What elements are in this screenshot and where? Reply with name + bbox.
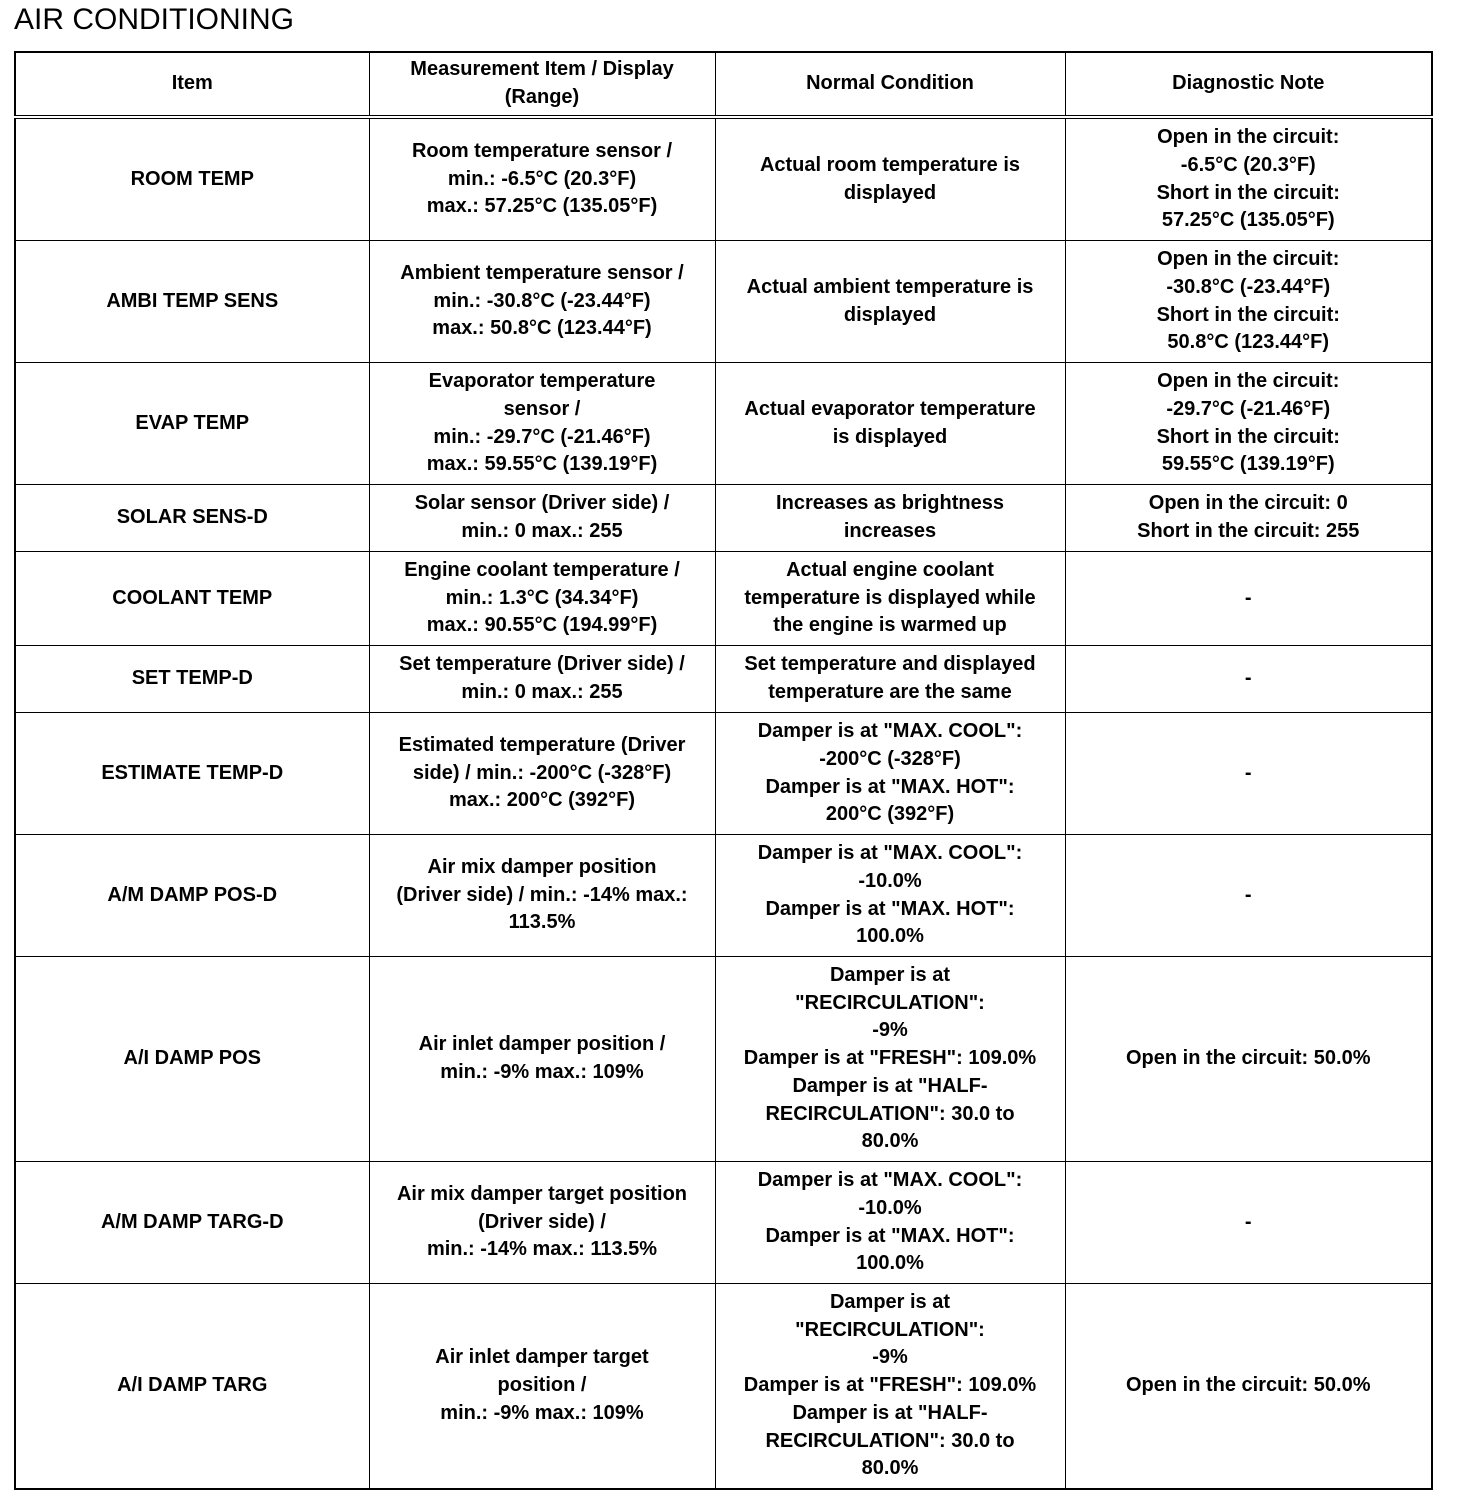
cell-item: ESTIMATE TEMP-D xyxy=(15,713,369,835)
table-row xyxy=(15,835,1432,957)
cell-item: EVAP TEMP xyxy=(15,363,369,485)
cell-normal-condition: Actual evaporator temperature is displayed xyxy=(715,363,1065,485)
header-row xyxy=(15,52,1432,117)
cell-item: SOLAR SENS-D xyxy=(15,485,369,552)
cell-item: A/M DAMP TARG-D xyxy=(15,1162,369,1284)
cell-diagnostic-note: - xyxy=(1065,552,1432,646)
diagnostic-data-table xyxy=(14,51,1433,1490)
table-body xyxy=(15,117,1432,1489)
cell-item: A/M DAMP POS-D xyxy=(15,835,369,957)
cell-diagnostic-note: - xyxy=(1065,835,1432,957)
table-row xyxy=(15,713,1432,835)
table-row xyxy=(15,1162,1432,1284)
cell-measurement: Set temperature (Driver side) / min.: 0 max.: 255 xyxy=(369,646,715,713)
table-row xyxy=(15,957,1432,1162)
table-row xyxy=(15,117,1432,241)
cell-diagnostic-note: - xyxy=(1065,713,1432,835)
table-row xyxy=(15,485,1432,552)
cell-item: A/I DAMP POS xyxy=(15,957,369,1162)
cell-measurement: Air mix damper target position (Driver side) / min.: -14% max.: 113.5% xyxy=(369,1162,715,1284)
cell-normal-condition: Set temperature and displayed temperature are the same xyxy=(715,646,1065,713)
header-item: Item xyxy=(15,52,369,117)
cell-diagnostic-note: - xyxy=(1065,646,1432,713)
cell-normal-condition: Actual ambient temperature is displayed xyxy=(715,241,1065,363)
header-diagnostic-note: Diagnostic Note xyxy=(1065,52,1432,117)
cell-measurement: Engine coolant temperature / min.: 1.3°C (34.34°F) max.: 90.55°C (194.99°F) xyxy=(369,552,715,646)
cell-normal-condition: Damper is at "RECIRCULATION": -9% Damper is at "FRESH": 109.0% Damper is at "HALF- RECIRCULATION": 30.0 to 80.0% xyxy=(715,957,1065,1162)
table-row xyxy=(15,1284,1432,1490)
cell-diagnostic-note: Open in the circuit: 50.0% xyxy=(1065,1284,1432,1490)
table-row xyxy=(15,363,1432,485)
cell-diagnostic-note: Open in the circuit: 0 Short in the circuit: 255 xyxy=(1065,485,1432,552)
cell-measurement: Estimated temperature (Driver side) / min.: -200°C (-328°F) max.: 200°C (392°F) xyxy=(369,713,715,835)
cell-measurement: Air inlet damper position / min.: -9% max.: 109% xyxy=(369,957,715,1162)
cell-diagnostic-note: Open in the circuit: 50.0% xyxy=(1065,957,1432,1162)
table-row xyxy=(15,646,1432,713)
cell-item: A/I DAMP TARG xyxy=(15,1284,369,1490)
header-normal-condition: Normal Condition xyxy=(715,52,1065,117)
page-title: AIR CONDITIONING xyxy=(14,3,295,36)
cell-normal-condition: Actual room temperature is displayed xyxy=(715,117,1065,241)
cell-normal-condition: Damper is at "MAX. COOL": -10.0% Damper is at "MAX. HOT": 100.0% xyxy=(715,1162,1065,1284)
table-row xyxy=(15,241,1432,363)
table-row xyxy=(15,552,1432,646)
cell-diagnostic-note: Open in the circuit: -29.7°C (-21.46°F) Short in the circuit: 59.55°C (139.19°F) xyxy=(1065,363,1432,485)
cell-normal-condition: Damper is at "MAX. COOL": -200°C (-328°F) Damper is at "MAX. HOT": 200°C (392°F) xyxy=(715,713,1065,835)
cell-item: AMBI TEMP SENS xyxy=(15,241,369,363)
header-measurement: Measurement Item / Display (Range) xyxy=(369,52,715,117)
cell-measurement: Ambient temperature sensor / min.: -30.8°C (-23.44°F) max.: 50.8°C (123.44°F) xyxy=(369,241,715,363)
cell-diagnostic-note: Open in the circuit: -30.8°C (-23.44°F) Short in the circuit: 50.8°C (123.44°F) xyxy=(1065,241,1432,363)
cell-normal-condition: Damper is at "RECIRCULATION": -9% Damper is at "FRESH": 109.0% Damper is at "HALF- RECIRCULATION": 30.0 to 80.0% xyxy=(715,1284,1065,1490)
cell-item: SET TEMP-D xyxy=(15,646,369,713)
cell-normal-condition: Actual engine coolant temperature is displayed while the engine is warmed up xyxy=(715,552,1065,646)
cell-normal-condition: Increases as brightness increases xyxy=(715,485,1065,552)
cell-measurement: Room temperature sensor / min.: -6.5°C (20.3°F) max.: 57.25°C (135.05°F) xyxy=(369,117,715,241)
cell-diagnostic-note: Open in the circuit: -6.5°C (20.3°F) Short in the circuit: 57.25°C (135.05°F) xyxy=(1065,117,1432,241)
cell-measurement: Air mix damper position (Driver side) / min.: -14% max.: 113.5% xyxy=(369,835,715,957)
table-header xyxy=(15,52,1432,117)
cell-measurement: Air inlet damper target position / min.: -9% max.: 109% xyxy=(369,1284,715,1490)
cell-diagnostic-note: - xyxy=(1065,1162,1432,1284)
cell-normal-condition: Damper is at "MAX. COOL": -10.0% Damper is at "MAX. HOT": 100.0% xyxy=(715,835,1065,957)
cell-item: ROOM TEMP xyxy=(15,117,369,241)
cell-measurement: Evaporator temperature sensor / min.: -29.7°C (-21.46°F) max.: 59.55°C (139.19°F) xyxy=(369,363,715,485)
cell-item: COOLANT TEMP xyxy=(15,552,369,646)
cell-measurement: Solar sensor (Driver side) / min.: 0 max.: 255 xyxy=(369,485,715,552)
